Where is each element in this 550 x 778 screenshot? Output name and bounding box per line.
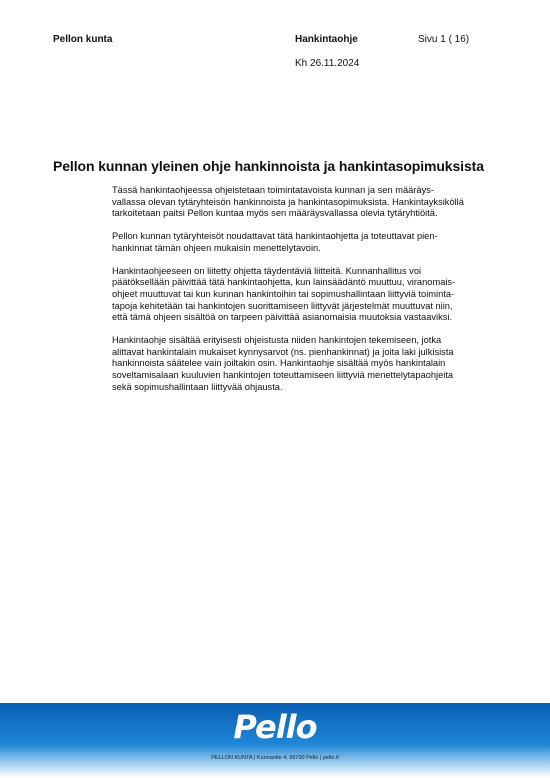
text-line: ohjeet muuttuvat tai kun kunnan hankintoihin tai sopimushallintaan liittyviä toiminta-	[112, 288, 455, 299]
text-line: Tässä hankintaohjeessa ohjeistetaan toimintatavoista kunnan ja sen määräys-	[112, 185, 434, 195]
text-line: Hankintaohje sisältää erityisesti ohjeistusta niiden hankintojen tekemiseen, jotka	[112, 335, 442, 346]
text-line: hankinnoista säätelee vain joiltakin osin. Hankintaohje sisältää myös hankintalain	[112, 358, 446, 369]
paragraph	[112, 266, 502, 325]
text-line: Hankintaohjeeseen on liitetty ohjetta täydentäviä liitteitä. Kunnanhallitus voi	[112, 265, 422, 276]
pello-logo: Pello	[233, 708, 317, 746]
footer-address: PELLON KUNTA | Kunnantie 4, 95700 Pello | pello.fi	[211, 755, 339, 761]
header-document-type: Hankintaohje	[295, 34, 358, 45]
text-line: päätöksellään päivittää tätä hankintaohjetta, kun lainsäädäntö muuttuu, viranomais-	[112, 277, 456, 288]
text-line: vallassa olevan tytäryhteisön hankinnoista ja hankintasopimuksista. Hankintayksiköllä	[112, 196, 464, 207]
text-line: tapoja kehitetään tai hankintojen suorittamiseen liittyvät järjestelmät muuttuvat niin,	[112, 300, 453, 311]
text-line: sekä sopimushallintaan liittyvää ohjausta.	[112, 381, 283, 392]
text-line: hankinnat tämän ohjeen mukaisin menettelytavoin.	[112, 242, 321, 253]
text-line: soveltamisalaan kuuluvien hankintojen toteuttamiseen liittyviä menettelytapaohjeita	[112, 370, 454, 381]
text-line: että tämä ohjeen sisältöä on tarpeen päivittää asianomaisia muutoksia vastaaviksi.	[112, 312, 453, 323]
paragraph	[112, 335, 502, 394]
text-line: tarkoitetaan paitsi Pellon kuntaa myös sen määräysvallassa olevia tytäryhtiöitä.	[112, 208, 438, 219]
paragraph	[112, 185, 502, 220]
text-line: alittavat hankintalain mukaiset kynnysarvot (ns. pienhankinnat) ja joita laki julkisista	[112, 346, 454, 357]
text-line: Pellon kunnan tytäryhteisöt noudattavat tätä hankintaohjetta ja toteuttavat pien-	[112, 231, 438, 242]
header-organization: Pellon kunta	[53, 34, 113, 45]
document-title: Pellon kunnan yleinen ohje hankinnoista ja hankintasopimuksista	[53, 158, 484, 174]
paragraph	[112, 231, 502, 254]
document-body	[112, 185, 502, 405]
header-date: Kh 26.11.2024	[295, 58, 360, 69]
header-page-number: Sivu 1 ( 16)	[418, 34, 470, 45]
